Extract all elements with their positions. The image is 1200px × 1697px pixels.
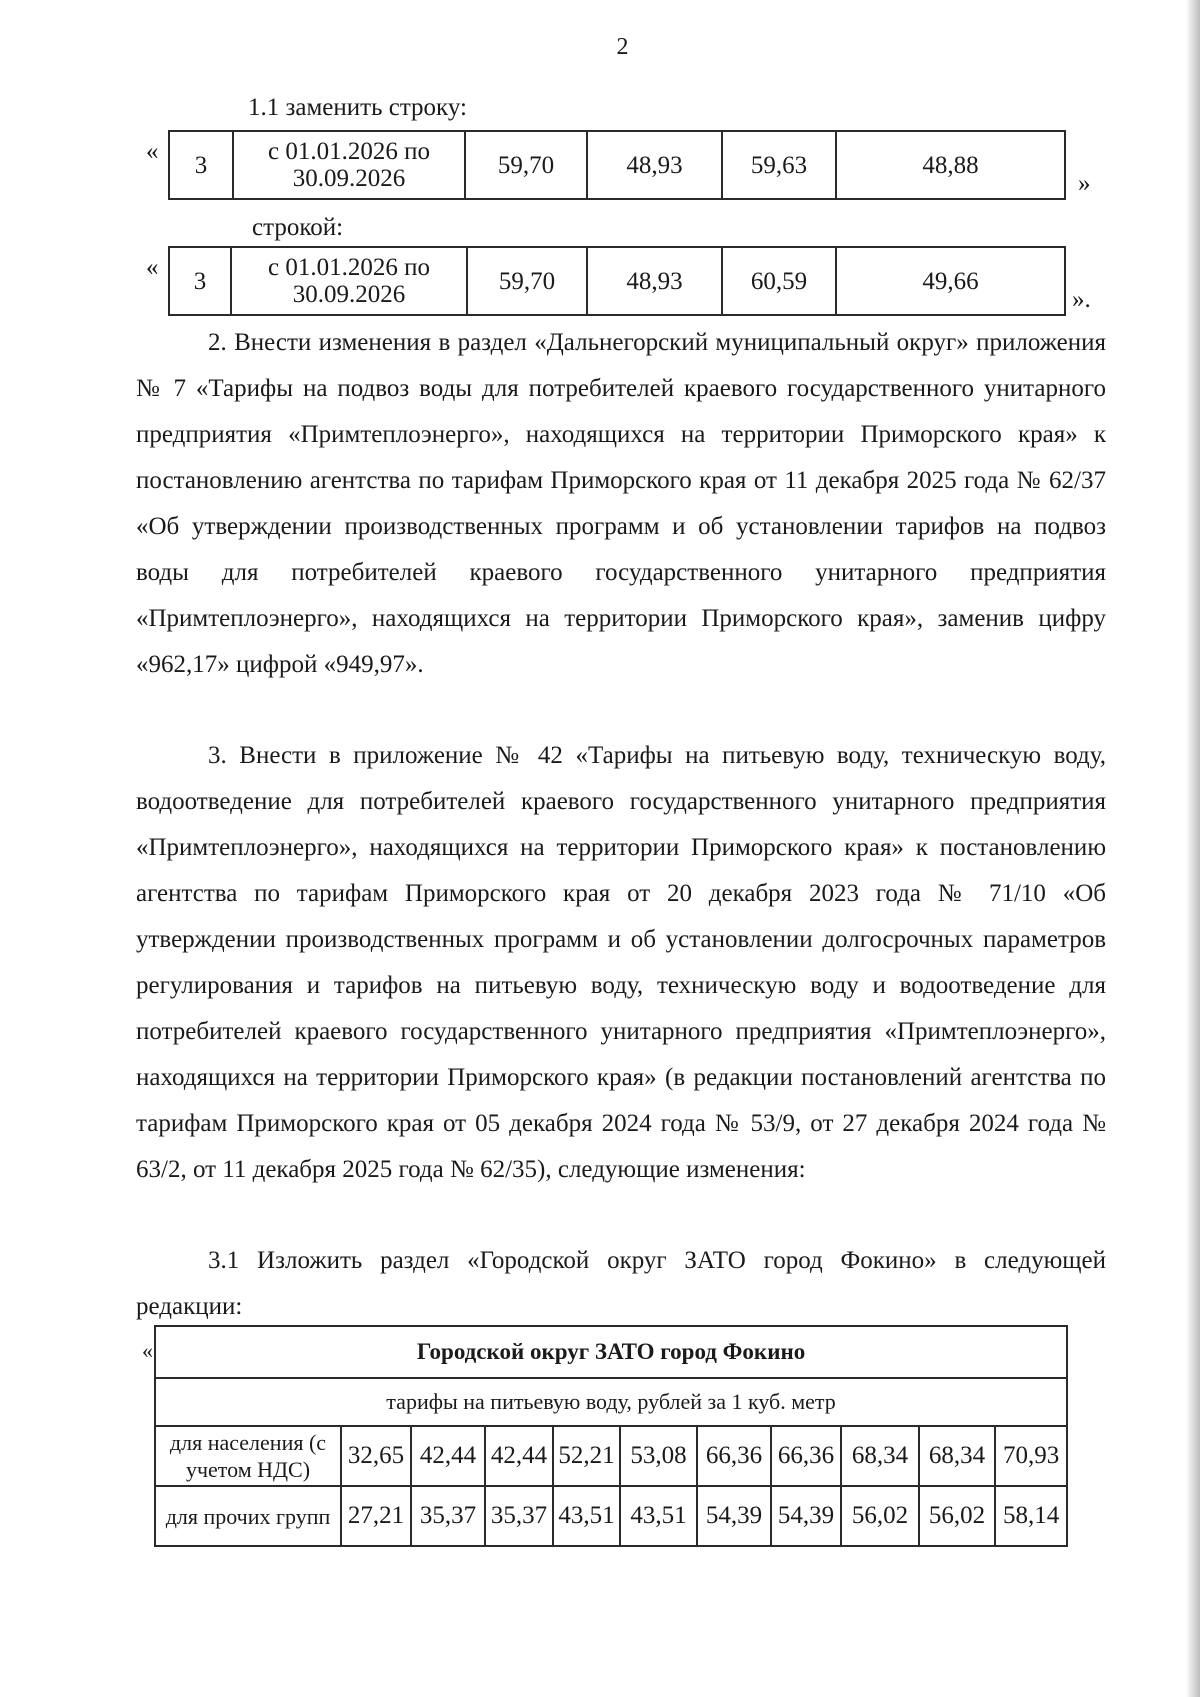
- period-cell: с 01.01.2026 по 30.09.2026: [231, 247, 467, 315]
- table-row: [169, 131, 1065, 199]
- row-number: 3: [169, 247, 231, 315]
- fokino-tariff-table: [154, 1325, 1068, 1547]
- tariff-cell: 42,44: [411, 1426, 485, 1486]
- value-cell: 48,93: [587, 131, 722, 199]
- replace-row-label: 1.1 заменить строку:: [248, 94, 467, 121]
- row-label: для населения (с учетом НДС): [155, 1426, 341, 1486]
- tariff-cell: 35,37: [411, 1486, 485, 1546]
- tariff-cell: 27,21: [341, 1486, 411, 1546]
- value-cell: 49,66: [836, 247, 1065, 315]
- tariff-cell: 56,02: [841, 1486, 919, 1546]
- tariff-cell: 66,36: [697, 1426, 771, 1486]
- row-label: для прочих групп: [155, 1486, 341, 1546]
- tariff-cell: 35,37: [485, 1486, 553, 1546]
- period-cell: с 01.01.2026 по 30.09.2026: [233, 131, 465, 199]
- value-cell: 59,63: [722, 131, 836, 199]
- tariff-cell: 53,08: [620, 1426, 697, 1486]
- value-cell: 48,93: [587, 247, 722, 315]
- close-quote: »: [1078, 170, 1091, 197]
- open-quote: «: [146, 254, 159, 281]
- page-number: 2: [616, 34, 629, 60]
- tariff-cell: 58,14: [995, 1486, 1067, 1546]
- table-row: [155, 1486, 1067, 1546]
- with-row-label: строкой:: [252, 214, 344, 241]
- tariff-cell: 54,39: [697, 1486, 771, 1546]
- table-row: [169, 247, 1065, 315]
- tariff-cell: 43,51: [620, 1486, 697, 1546]
- tariff-cell: 68,34: [919, 1426, 995, 1486]
- close-quote: ».: [1072, 286, 1091, 313]
- tariff-cell: 54,39: [771, 1486, 841, 1546]
- paragraph-2: 2. Внести изменения в раздел «Дальнегорский муниципальный округ» приложения № 7 «Тарифы на подвоз воды для потребителей краевого государственного унитарного предприятия «Примтеплоэнерго», находящихся на территории Приморского края» к постановлению агентства по тарифам Приморского края от 11 декабря 2025 года № 62/37 «Об утверждении производственных программ и об установлении тарифов на подвоз воды для потребителей краевого государственного унитарного предприятия «Примтеплоэнерго», находящихся на территории Приморского края», заменив цифру «962,17» цифрой «949,97».: [136, 329, 1106, 678]
- tariff-cell: 68,34: [841, 1426, 919, 1486]
- tariff-cell: 56,02: [919, 1486, 995, 1546]
- table-title-row: [155, 1326, 1067, 1378]
- tariff-cell: 42,44: [485, 1426, 553, 1486]
- table-row: [155, 1426, 1067, 1486]
- scan-edge-shadow: [1186, 0, 1200, 1697]
- old-row-table: [168, 130, 1066, 200]
- table-subtitle-row: [155, 1378, 1067, 1426]
- tariff-cell: 66,36: [771, 1426, 841, 1486]
- new-row-table: [168, 246, 1066, 316]
- table-subtitle: тарифы на питьевую воду, рублей за 1 куб. метр: [155, 1378, 1067, 1426]
- table-title: Городской округ ЗАТО город Фокино: [155, 1326, 1067, 1378]
- tariff-cell: 52,21: [553, 1426, 620, 1486]
- value-cell: 59,70: [467, 247, 587, 315]
- tariff-cell: 70,93: [995, 1426, 1067, 1486]
- row-number: 3: [169, 131, 233, 199]
- value-cell: 48,88: [836, 131, 1065, 199]
- value-cell: 59,70: [465, 131, 587, 199]
- tariff-cell: 32,65: [341, 1426, 411, 1486]
- open-quote: «: [146, 138, 159, 165]
- paragraph-3: 3. Внести в приложение № 42 «Тарифы на питьевую воду, техническую воду, водоотведение для потребителей краевого государственного унитарного предприятия «Примтеплоэнерго», находящихся на территории Приморского края» к постановлению агентства по тарифам Приморского края от 20 декабря 2023 года № 71/10 «Об утверждении производственных программ и об установлении долгосрочных параметров регулирования и тарифов на питьевую воду, техническую воду и водоотведение для потребителей краевого государственного унитарного предприятия «Примтеплоэнерго», находящихся на территории Приморского края» (в редакции постановлений агентства по тарифам Приморского края от 05 декабря 2024 года № 53/9, от 27 декабря 2024 года № 63/2, от 11 декабря 2025 года № 62/35), следующие изменения:: [136, 742, 1106, 1183]
- open-quote: «: [142, 1338, 153, 1363]
- tariff-cell: 43,51: [553, 1486, 620, 1546]
- paragraph-3-1: 3.1 Изложить раздел «Городской округ ЗАТО город Фокино» в следующей редакции:: [136, 1247, 1106, 1320]
- value-cell: 60,59: [722, 247, 836, 315]
